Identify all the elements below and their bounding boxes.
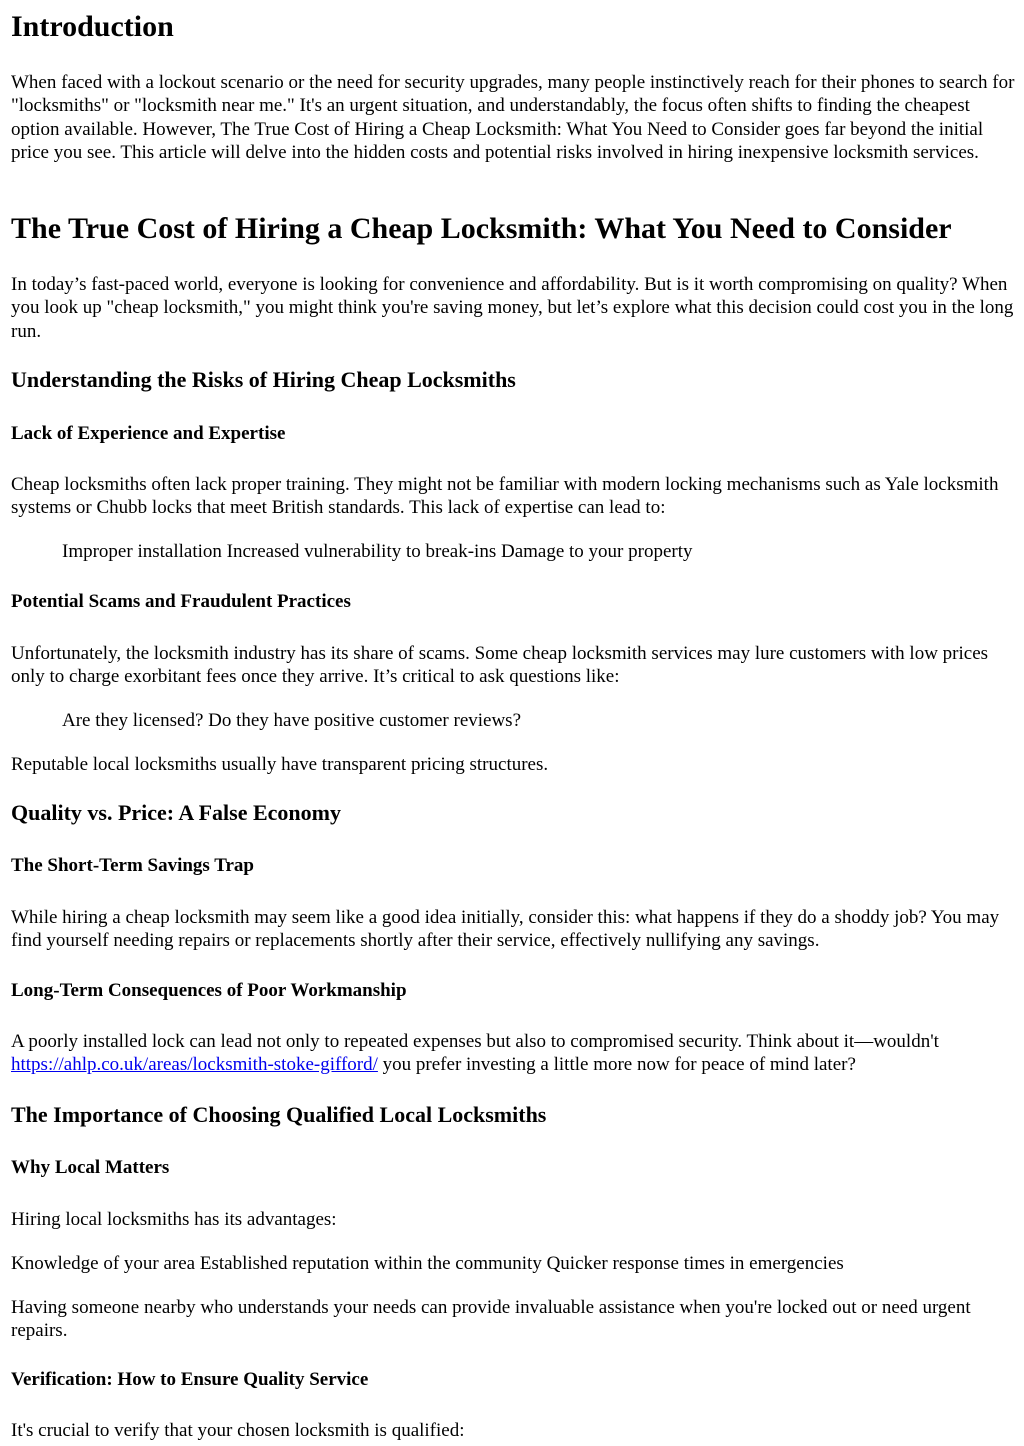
main-paragraph: In today’s fast-paced world, everyone is looking for convenience and affordability. But is it worth compromising on quality? When you look up "cheap locksmith," you might think you're saving money, but let’s explore what this decision could cost you in the long run. xyxy=(11,274,1014,342)
experience-list: Improper installation Increased vulnerability to break-ins Damage to your property xyxy=(62,541,693,562)
risks-heading: Understanding the Risks of Hiring Cheap Locksmiths xyxy=(11,367,516,392)
why-local-heading: Why Local Matters xyxy=(11,1157,170,1178)
intro-paragraph: When faced with a lockout scenario or the need for security upgrades, many people instinctively reach for their phones to search for "locksmiths" or "locksmith near me." It's an urgent situation, and understandably, the focus often shifts to finding the cheapest option available. However, The True Cost of Hiring a Cheap Locksmith: What You Need to Consider goes far beyond the initial price you see. This article will delve into the hidden costs and potential risks involved in hiring inexpensive locksmith services. xyxy=(11,72,1015,163)
verify-paragraph: It's crucial to verify that your chosen locksmith is qualified: xyxy=(11,1420,465,1441)
quality-heading: Quality vs. Price: A False Economy xyxy=(11,800,341,825)
experience-heading: Lack of Experience and Expertise xyxy=(11,423,286,444)
why-local-paragraph: Hiring local locksmiths has its advantages: xyxy=(11,1209,337,1230)
longterm-text-after: you prefer investing a little more now for peace of mind later? xyxy=(377,1054,856,1076)
experience-paragraph: Cheap locksmiths often lack proper training. They might not be familiar with modern locking mechanisms such as Yale locksmith systems or Chubb locks that meet British standards. This lack of expertise can lead to: xyxy=(11,474,999,519)
scams-heading: Potential Scams and Fraudulent Practices xyxy=(11,591,351,612)
scams-after: Reputable local locksmiths usually have transparent pricing structures. xyxy=(11,754,549,775)
locksmith-link[interactable]: https://ahlp.co.uk/areas/locksmith-stoke-gifford/ xyxy=(11,1054,378,1076)
verify-heading: Verification: How to Ensure Quality Service xyxy=(11,1369,369,1390)
longterm-paragraph xyxy=(11,1030,1019,1077)
why-local-after: Having someone nearby who understands your needs can provide invaluable assistance when you're locked out or need urgent repairs. xyxy=(11,1297,971,1342)
scams-list: Are they licensed? Do they have positive customer reviews? xyxy=(62,710,522,731)
longterm-text-before: A poorly installed lock can lead not only to repeated expenses but also to compromised security. Think about it—wouldn't xyxy=(11,1031,939,1052)
why-local-list: Knowledge of your area Established reputation within the community Quicker response times in emergencies xyxy=(11,1253,844,1274)
scams-paragraph: Unfortunately, the locksmith industry has its share of scams. Some cheap locksmith services may lure customers with low prices only to charge exorbitant fees once they arrive. It’s critical to ask questions like: xyxy=(11,643,989,688)
local-heading: The Importance of Choosing Qualified Local Locksmiths xyxy=(11,1102,547,1127)
trap-paragraph: While hiring a cheap locksmith may seem like a good idea initially, consider this: what happens if they do a shoddy job? You may find yourself needing repairs or replacements shortly after their service, effectively nullifying any savings. xyxy=(11,907,1000,952)
trap-heading: The Short-Term Savings Trap xyxy=(11,855,254,876)
intro-heading: Introduction xyxy=(11,10,174,43)
main-heading: The True Cost of Hiring a Cheap Locksmith: What You Need to Consider xyxy=(11,212,952,245)
longterm-heading: Long-Term Consequences of Poor Workmanship xyxy=(11,980,407,1001)
